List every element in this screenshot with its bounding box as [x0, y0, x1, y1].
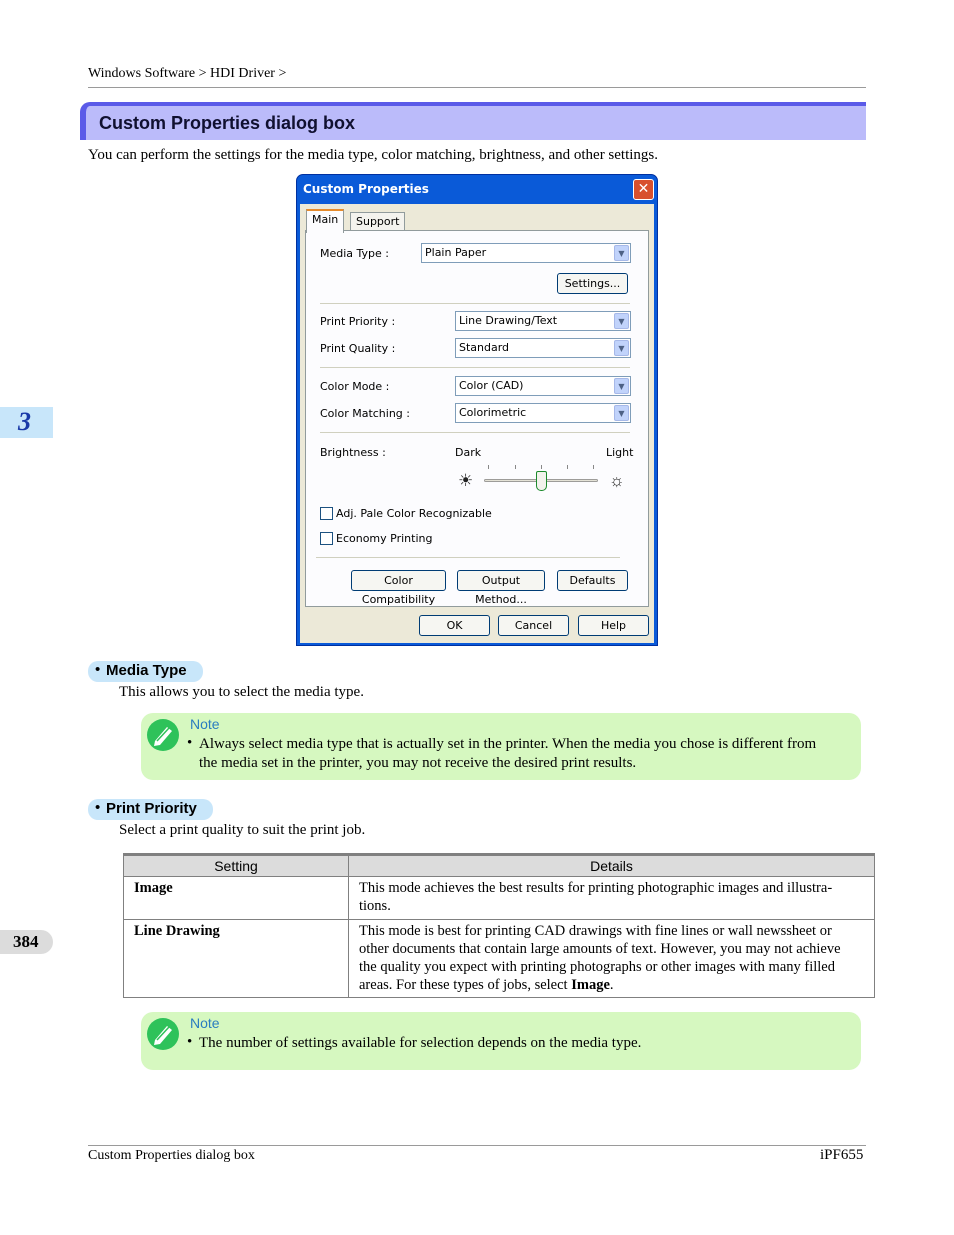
print-priority-table: [123, 853, 875, 998]
print-priority-value: Line Drawing/Text: [459, 314, 558, 327]
details-line: the quality you expect with printing photographs or other images with many filled: [359, 959, 835, 975]
details-cell: [349, 877, 875, 920]
details-text: areas. For these types of jobs, select: [359, 977, 572, 993]
economy-printing-label: Economy Printing: [336, 532, 433, 545]
note-box: [141, 1012, 861, 1070]
bullet-icon: •: [95, 799, 101, 816]
chevron-down-icon: ▼: [614, 340, 629, 356]
slider-tick: [515, 465, 516, 469]
details-line: This mode achieves the best results for printing photographic images and illustra-: [359, 880, 833, 896]
chapter-tab: [0, 407, 53, 438]
bullet-icon: •: [187, 735, 193, 751]
setting-cell: Image: [124, 877, 349, 920]
defaults-button[interactable]: Defaults: [557, 570, 628, 591]
chapter-number: 3: [18, 407, 31, 436]
section-title: Custom Properties dialog box: [99, 113, 356, 133]
section-intro: You can perform the settings for the media type, color matching, brightness, and other settings.: [88, 147, 659, 163]
media-type-select[interactable]: [421, 243, 631, 263]
note-pencil-icon: [147, 1018, 179, 1050]
table-row: [124, 877, 875, 920]
print-priority-heading-text: Print Priority: [106, 800, 197, 817]
slider-tick: [593, 465, 594, 469]
brightness-light-label: Light: [606, 446, 634, 459]
chevron-down-icon: ▼: [614, 313, 629, 329]
chevron-down-icon: ▼: [614, 378, 629, 394]
note-text-line: The number of settings available for selection depends on the media type.: [199, 1035, 642, 1051]
table-header-row: [124, 855, 875, 877]
print-priority-label: Print Priority :: [320, 315, 396, 328]
slider-tick: [488, 465, 489, 469]
color-matching-select[interactable]: [455, 403, 631, 423]
note-text-line: Always select media type that is actually set in the printer. When the media you chose is different from: [199, 736, 817, 752]
page-number: 384: [13, 932, 39, 951]
color-mode-select[interactable]: [455, 376, 631, 396]
color-matching-value: Colorimetric: [459, 406, 527, 419]
settings-button[interactable]: Settings...: [557, 273, 628, 294]
note-label: Note: [190, 1015, 220, 1031]
column-header: Setting: [124, 855, 349, 877]
table-row: [124, 920, 875, 998]
divider: [320, 367, 630, 368]
details-cell: [349, 920, 875, 998]
ok-button[interactable]: OK: [419, 615, 490, 636]
bullet-icon: •: [187, 1034, 193, 1050]
note-label: Note: [190, 716, 220, 732]
color-mode-value: Color (CAD): [459, 379, 524, 392]
section-header: [80, 102, 866, 140]
media-type-heading: [88, 661, 203, 682]
note-text-line: the media set in the printer, you may not receive the desired print results.: [199, 755, 637, 771]
brightness-label: Brightness :: [320, 446, 386, 459]
divider: [320, 303, 630, 304]
slider-tick: [567, 465, 568, 469]
details-bold-text: Image: [571, 977, 610, 993]
media-type-description: This allows you to select the media type.: [119, 684, 364, 700]
cancel-button[interactable]: Cancel: [498, 615, 569, 636]
note-pencil-icon: [147, 719, 179, 751]
details-line: other documents that contain large amounts of text. However, you may not achieve: [359, 941, 841, 957]
details-text: .: [609, 977, 614, 993]
divider: [316, 557, 620, 558]
dark-sun-icon: ☀: [458, 471, 474, 490]
print-quality-select[interactable]: [455, 338, 631, 358]
note-box: [141, 713, 861, 780]
close-icon[interactable]: ✕: [633, 179, 654, 200]
output-method-button[interactable]: Output Method...: [457, 570, 545, 591]
economy-printing-checkbox[interactable]: [320, 532, 333, 545]
tab-main[interactable]: Main: [306, 209, 344, 233]
details-line: [359, 976, 864, 994]
details-line: tions.: [359, 898, 391, 914]
brightness-dark-label: Dark: [455, 446, 482, 459]
chevron-down-icon: ▼: [614, 405, 629, 421]
adj-pale-color-checkbox[interactable]: [320, 507, 333, 520]
setting-cell: Line Drawing: [124, 920, 349, 998]
media-type-value: Plain Paper: [425, 246, 487, 259]
breadcrumb: Windows Software > HDI Driver >: [88, 66, 287, 81]
slider-tick: [541, 465, 542, 469]
help-button[interactable]: Help: [578, 615, 649, 636]
dialog-body: [300, 204, 654, 643]
color-compatibility-button[interactable]: Color Compatibility: [351, 570, 446, 591]
media-type-label: Media Type :: [320, 247, 390, 260]
print-priority-heading: [88, 799, 213, 820]
dialog-title: Custom Properties: [303, 182, 429, 196]
print-priority-select[interactable]: [455, 311, 631, 331]
print-priority-description: Select a print quality to suit the print job.: [119, 822, 366, 838]
details-line: This mode is best for printing CAD drawings with fine lines or wall newssheet or: [359, 923, 832, 939]
chevron-down-icon: ▼: [614, 245, 629, 261]
adj-pale-color-label: Adj. Pale Color Recognizable: [336, 507, 492, 520]
tab-support[interactable]: Support: [350, 212, 405, 232]
custom-properties-dialog: [296, 174, 658, 646]
divider: [320, 432, 630, 433]
footer-model: iPF655: [820, 1147, 864, 1163]
media-type-heading-text: Media Type: [106, 662, 187, 679]
page-number-tab: [0, 930, 53, 954]
print-quality-value: Standard: [459, 341, 510, 354]
header-rule: [88, 87, 866, 88]
brightness-slider-thumb[interactable]: [536, 471, 547, 491]
main-tab-panel: [305, 230, 649, 607]
print-quality-label: Print Quality :: [320, 342, 396, 355]
color-mode-label: Color Mode :: [320, 380, 390, 393]
bullet-icon: •: [95, 661, 101, 678]
column-header: Details: [349, 855, 875, 877]
color-matching-label: Color Matching :: [320, 407, 410, 420]
footer-section-title: Custom Properties dialog box: [88, 1148, 255, 1163]
light-sun-icon: ☼: [609, 471, 625, 490]
footer-rule: [88, 1145, 866, 1146]
